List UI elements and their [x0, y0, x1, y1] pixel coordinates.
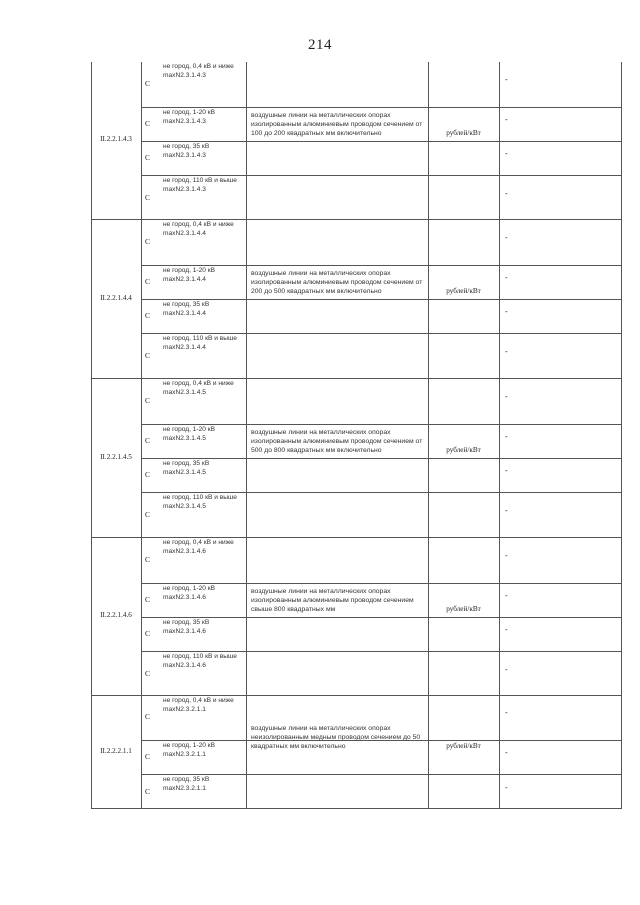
voltage-label: не город, 35 кВ maxN2.3.1.4.3: [163, 143, 210, 159]
c-mark: С: [145, 311, 151, 320]
max-formula: maxN2.3.1.4.5: [163, 502, 206, 510]
voltage-label: не город, 110 кВ и выше maxN2.3.1.4.3: [163, 177, 237, 193]
voltage-label: не город, 35 кВ maxN2.3.1.4.4: [163, 301, 210, 317]
voltage-row: [141, 265, 622, 299]
value-cell: -: [505, 115, 508, 124]
value-cell: -: [505, 664, 508, 674]
max-formula: maxN2.3.2.1.1: [163, 705, 206, 713]
row-description: воздушные линии на металлических опорах изолированным алюминиевым проводом сечением от 200 до 500 квадратных мм включительно: [251, 270, 423, 296]
voltage-label: не город, 110 кВ и выше maxN2.3.1.4.5: [163, 494, 237, 510]
value-cell: -: [505, 466, 508, 475]
row-unit: рублей/кВт: [446, 129, 481, 137]
voltage-row: [141, 583, 622, 617]
row-unit: рублей/кВт: [446, 446, 481, 454]
voltage-label: не город, 0,4 кВ и ниже maxN2.3.2.1.1: [163, 697, 234, 713]
voltage-row: [141, 107, 622, 141]
voltage-row: [141, 538, 622, 583]
c-mark: С: [145, 786, 151, 796]
voltage-row: [141, 62, 622, 107]
value-cell: -: [505, 232, 508, 242]
row-unit: рублей/кВт: [446, 742, 481, 750]
table-group: [91, 220, 622, 379]
max-formula: maxN2.3.1.4.6: [163, 627, 206, 635]
voltage-label: не город, 0,4 кВ и ниже maxN2.3.1.4.3: [163, 63, 234, 79]
max-formula: maxN2.3.2.1.1: [163, 750, 206, 758]
voltage-label: не город, 110 кВ и выше maxN2.3.1.4.6: [163, 653, 237, 669]
c-mark: С: [145, 470, 151, 479]
c-mark: С: [145, 119, 151, 128]
row-code: II.2.2.1.4.3: [100, 135, 132, 143]
c-mark: С: [145, 510, 151, 519]
voltage-row: [141, 774, 622, 809]
voltage-row: [141, 299, 622, 333]
voltage-label: не город, 1-20 кВ maxN2.3.1.4.3: [163, 109, 216, 125]
c-mark: С: [145, 668, 151, 678]
value-cell: -: [505, 149, 508, 158]
row-description: воздушные линии на металлических опорах неизолированным медным проводом сечением до 50 квадратных мм включительно: [251, 725, 421, 751]
value-cell: -: [505, 550, 508, 560]
value-cell: -: [505, 506, 508, 515]
voltage-label: не город, 110 кВ и выше maxN2.3.1.4.4: [163, 335, 237, 351]
voltage-label: не город, 35 кВ maxN2.3.1.4.5: [163, 460, 210, 476]
voltage-label: не город, 0,4 кВ и ниже maxN2.3.1.4.5: [163, 380, 234, 396]
value-cell: -: [505, 391, 508, 401]
table-group: [91, 696, 622, 809]
voltage-label: не город, 1-20 кВ maxN2.3.1.4.6: [163, 585, 216, 601]
voltage-label: не город, 0,4 кВ и ниже maxN2.3.1.4.4: [163, 221, 234, 237]
voltage-label: не город, 35 кВ maxN2.3.2.1.1: [163, 776, 210, 792]
c-mark: С: [145, 712, 151, 721]
voltage-label: не город, 0,4 кВ и ниже maxN2.3.1.4.6: [163, 539, 234, 555]
c-mark: С: [145, 752, 151, 761]
voltage-label: не город, 1-20 кВ maxN2.3.2.1.1: [163, 742, 216, 758]
max-formula: maxN2.3.1.4.6: [163, 661, 206, 669]
voltage-row: [141, 141, 622, 175]
max-formula: maxN2.3.1.4.6: [163, 547, 206, 555]
max-formula: maxN2.3.1.4.4: [163, 229, 206, 237]
c-mark: С: [145, 595, 151, 604]
c-mark: С: [145, 629, 151, 638]
max-formula: maxN2.3.1.4.4: [163, 275, 206, 283]
value-cell: -: [505, 74, 508, 84]
table-group: [91, 379, 622, 538]
page-number: 214: [308, 37, 332, 53]
value-cell: -: [505, 748, 508, 757]
value-cell: -: [505, 591, 508, 600]
value-cell: -: [505, 307, 508, 316]
value-cell: -: [505, 347, 508, 356]
row-description: воздушные линии на металлических опорах изолированным алюминиевым проводом сечением свыше 800 квадратных мм: [251, 588, 414, 614]
max-formula: maxN2.3.1.4.5: [163, 468, 206, 476]
voltage-row: [141, 424, 622, 458]
row-description: воздушные линии на металлических опорах изолированным алюминиевым проводом сечением от 100 до 200 квадратных мм включительно: [251, 112, 423, 138]
c-mark: С: [145, 277, 151, 286]
voltage-row: [141, 175, 622, 220]
c-mark: С: [145, 78, 151, 88]
voltage-label: не город, 35 кВ maxN2.3.1.4.6: [163, 619, 210, 635]
voltage-row: [141, 220, 622, 265]
value-cell: -: [505, 273, 508, 282]
value-cell: -: [505, 782, 508, 792]
row-description: воздушные линии на металлических опорах изолированным алюминиевым проводом сечением от 500 до 800 квадратных мм включительно: [251, 429, 423, 455]
voltage-row: [141, 379, 622, 424]
max-formula: maxN2.3.1.4.3: [163, 185, 206, 193]
c-mark: С: [145, 192, 151, 202]
max-formula: maxN2.3.1.4.3: [163, 117, 206, 125]
c-mark: С: [145, 236, 151, 246]
value-cell: -: [505, 625, 508, 634]
row-unit: рублей/кВт: [446, 605, 481, 613]
c-mark: С: [145, 351, 151, 360]
c-mark: С: [145, 554, 151, 564]
voltage-label: не город, 1-20 кВ maxN2.3.1.4.4: [163, 267, 216, 283]
max-formula: maxN2.3.1.4.5: [163, 434, 206, 442]
row-code: II.2.2.1.4.5: [100, 452, 132, 461]
value-cell: -: [505, 188, 508, 198]
table-group: [91, 62, 622, 220]
row-code: II.2.2.1.4.6: [100, 611, 132, 619]
voltage-row: [141, 740, 622, 774]
voltage-row: [141, 492, 622, 538]
voltage-row: [141, 617, 622, 651]
max-formula: maxN2.3.1.4.5: [163, 388, 206, 396]
c-mark: С: [145, 395, 151, 405]
max-formula: maxN2.3.1.4.4: [163, 343, 206, 351]
voltage-label: не город, 1-20 кВ maxN2.3.1.4.5: [163, 426, 216, 442]
max-formula: maxN2.3.2.1.1: [163, 784, 206, 792]
c-mark: С: [145, 436, 151, 445]
voltage-row: [141, 696, 622, 740]
row-code: II.2.2.2.1.1: [100, 746, 132, 755]
value-cell: -: [505, 708, 508, 717]
max-formula: maxN2.3.1.4.3: [163, 71, 206, 79]
value-cell: -: [505, 432, 508, 441]
max-formula: maxN2.3.1.4.3: [163, 151, 206, 159]
max-formula: maxN2.3.1.4.4: [163, 309, 206, 317]
table-group: [91, 538, 622, 696]
max-formula: maxN2.3.1.4.6: [163, 593, 206, 601]
c-mark: С: [145, 153, 151, 162]
row-unit: рублей/кВт: [446, 287, 481, 295]
row-code: II.2.2.1.4.4: [100, 293, 132, 302]
voltage-row: [141, 333, 622, 379]
voltage-row: [141, 458, 622, 492]
voltage-row: [141, 651, 622, 696]
